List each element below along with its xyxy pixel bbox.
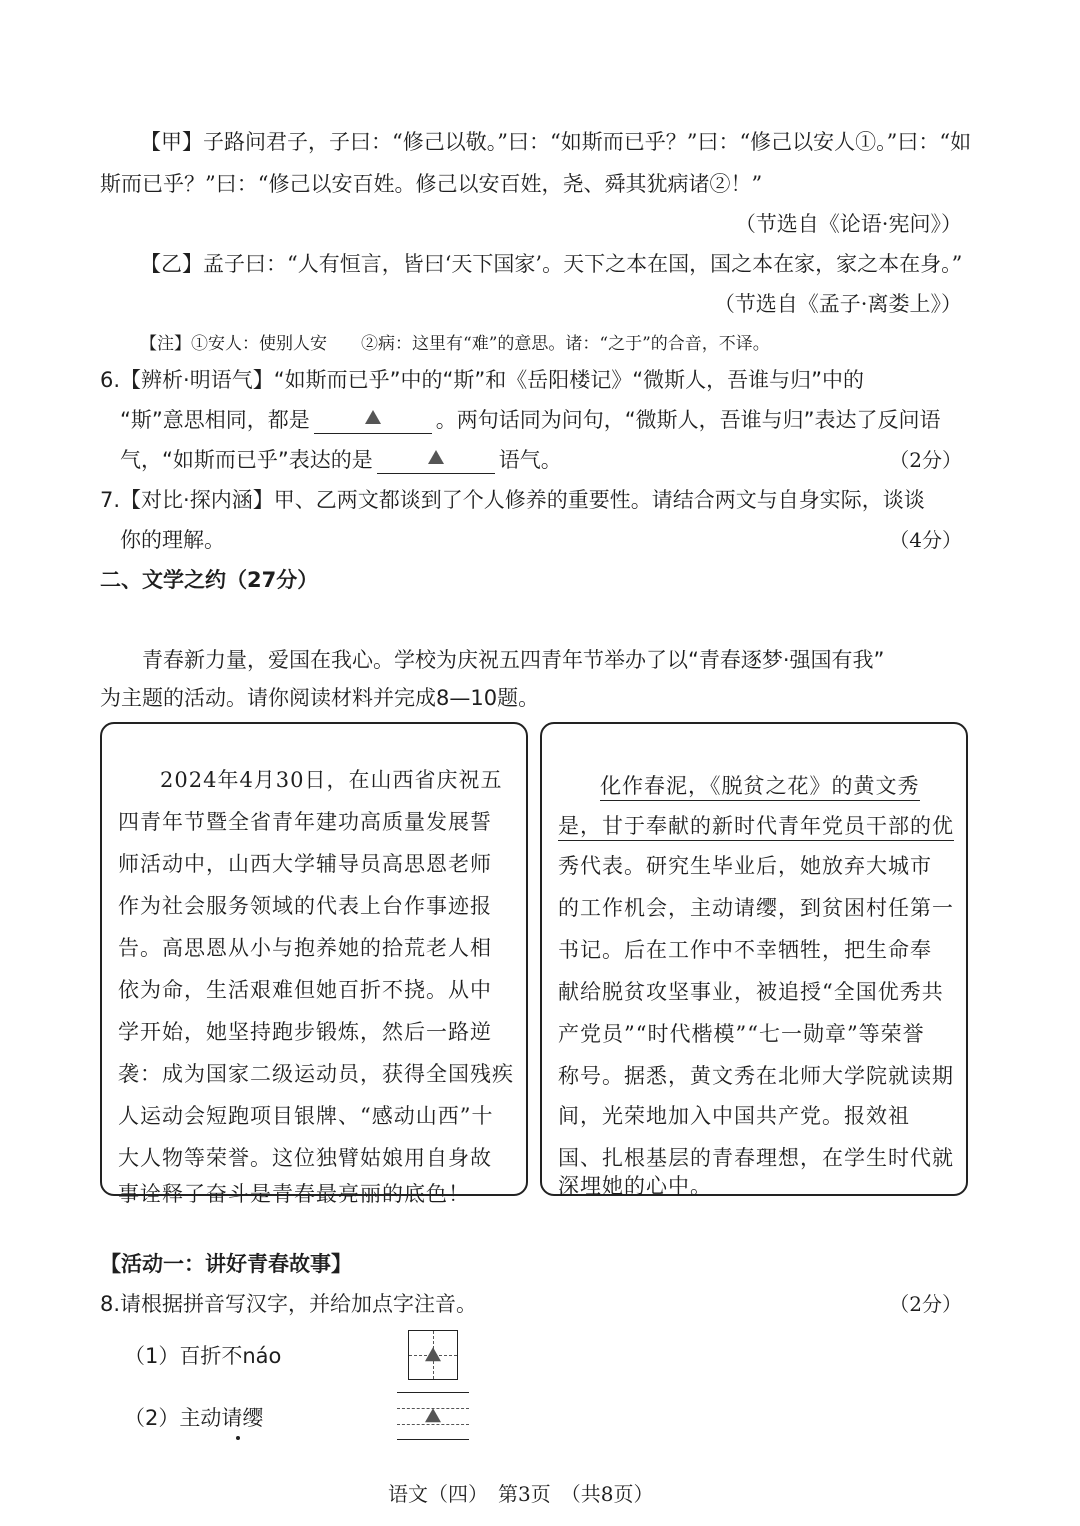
q6-line2-b: 。两句话同为问句，“微斯人，吾谁与归”表达了反问语 bbox=[435, 408, 941, 432]
story-card-right bbox=[540, 722, 968, 1196]
card-left-line: 学开始，她坚持跑步锻炼，然后一路逆 bbox=[118, 1020, 492, 1044]
triangle-marker-icon bbox=[365, 410, 381, 424]
card-left-line: 四青年节暨全省青年建功高质量发展誓 bbox=[118, 810, 492, 834]
q6-line2 bbox=[120, 406, 941, 434]
card-left-line: 依为命，生活艰难但她百折不挠。从中 bbox=[118, 978, 492, 1002]
triangle-marker-icon bbox=[425, 1408, 441, 1422]
section-title: 二、文学之约（27分） bbox=[100, 568, 319, 592]
q6-line3 bbox=[120, 446, 562, 474]
card-right-line: 书记。后在工作中不幸牺牲，把生命奉 bbox=[558, 938, 932, 962]
card-right-line: 称号。据悉，黄文秀在北师大学院就读期 bbox=[558, 1064, 954, 1088]
card-left-line: 作为社会服务领域的代表上台作事迹报 bbox=[118, 894, 492, 918]
q8-score: （2分） bbox=[889, 1292, 962, 1316]
intro-line2: 为主题的活动。请你阅读材料并完成8—10题。 bbox=[100, 686, 540, 710]
q6-score: （2分） bbox=[889, 448, 962, 472]
triangle-marker-icon bbox=[428, 450, 444, 464]
q7-line2: 你的理解。 bbox=[120, 528, 225, 552]
card-left-line: 大人物等荣誉。这位独臂姑娘用自身故 bbox=[118, 1146, 492, 1170]
activity-title: 【活动一：讲好青春故事】 bbox=[100, 1252, 352, 1276]
q6-line3-a: 气，“如斯而已乎”表达的是 bbox=[120, 448, 373, 472]
q6-line3-b: 语气。 bbox=[498, 448, 562, 472]
card-right-line: 深埋她的心中。 bbox=[558, 1174, 712, 1198]
card-right-line: 的工作机会，主动请缨，到贫困村任第一 bbox=[558, 896, 954, 920]
story-card-left bbox=[100, 722, 528, 1206]
q8-item2: （2）主动请缨 bbox=[124, 1406, 264, 1430]
q7-line1: 7.【对比·探内涵】甲、乙两文都谈到了个人修养的重要性。请结合两文与自身实际，谈谈 bbox=[100, 488, 925, 512]
passage-note: 【注】①安人：使别人安 ②病：这里有“难”的意思。诸：“之于”的合音，不译。 bbox=[140, 334, 770, 354]
card-right-line: 产党员”“时代楷模”“七一勋章”等荣誉 bbox=[558, 1022, 925, 1046]
card-left-line: 2024年4月30日，在山西省庆祝五 bbox=[160, 768, 503, 792]
q7-score: （4分） bbox=[889, 528, 962, 552]
intro-line1: 青春新力量，爱国在我心。学校为庆祝五四青年节举办了以“青春逐梦·强国有我” bbox=[142, 648, 885, 672]
q6-answer-blank-1[interactable] bbox=[314, 407, 432, 434]
card-left-line: 事诠释了奋斗是青春最亮丽的底色！ bbox=[118, 1182, 470, 1206]
card-left-line: 袭：成为国家二级运动员，获得全国残疾 bbox=[118, 1062, 514, 1086]
q8-stem: 8.请根据拼音写汉字，并给加点字注音。 bbox=[100, 1292, 478, 1316]
q6-answer-blank-2[interactable] bbox=[377, 447, 495, 474]
card-right-line: 是，甘于奉献的新时代青年党员干部的优 bbox=[558, 812, 954, 841]
q6-line1: 6.【辨析·明语气】“如斯而已乎”中的“斯”和《岳阳楼记》“微斯人，吾谁与归”中的 bbox=[100, 368, 864, 392]
card-right-line: 间，光荣地加入中国共产党。报效祖 bbox=[558, 1104, 910, 1128]
card-left-line: 人运动会短跑项目银牌、“感动山西”十 bbox=[118, 1104, 494, 1128]
page-footer: 语文（四） 第3页 （共8页） bbox=[388, 1482, 654, 1506]
card-right-line: 献给脱贫攻坚事业，被追授“全国优秀共 bbox=[558, 980, 944, 1004]
passage-jia-source: （节选自《论语·宪问》） bbox=[734, 212, 962, 236]
card-right-line: 化作春泥，《脱贫之花》的黄文秀 bbox=[600, 772, 920, 801]
card-right-line: 秀代表。研究生毕业后，她放弃大城市 bbox=[558, 854, 932, 878]
pinyin-grid-box[interactable] bbox=[397, 1392, 469, 1440]
passage-jia-line2: 斯而已乎？”曰：“修己以安百姓。修己以安百姓，尧、舜其犹病诸②！” bbox=[100, 172, 763, 196]
passage-jia-line1: 【甲】子路问君子，子曰：“修己以敬。”曰：“如斯而已乎？”曰：“修己以安人①。”曰：“如 bbox=[140, 130, 972, 154]
card-left-line: 告。高思恩从小与抱养她的拾荒老人相 bbox=[118, 936, 492, 960]
character-grid-box[interactable] bbox=[408, 1330, 458, 1380]
q8-item1: （1）百折不náo bbox=[124, 1344, 282, 1368]
card-left-line: 师活动中，山西大学辅导员高思恩老师 bbox=[118, 852, 492, 876]
triangle-marker-icon bbox=[425, 1347, 441, 1361]
card-right-line: 国、扎根基层的青春理想，在学生时代就 bbox=[558, 1146, 954, 1170]
passage-yi-line1: 【乙】孟子曰：“人有恒言，皆曰‘天下国家’。天下之本在国，国之本在家，家之本在身。” bbox=[140, 252, 963, 276]
passage-yi-source: （节选自《孟子·离娄上》） bbox=[713, 292, 962, 316]
emphasis-dot-icon bbox=[236, 1436, 240, 1440]
q6-line2-a: “斯”意思相同，都是 bbox=[120, 408, 310, 432]
